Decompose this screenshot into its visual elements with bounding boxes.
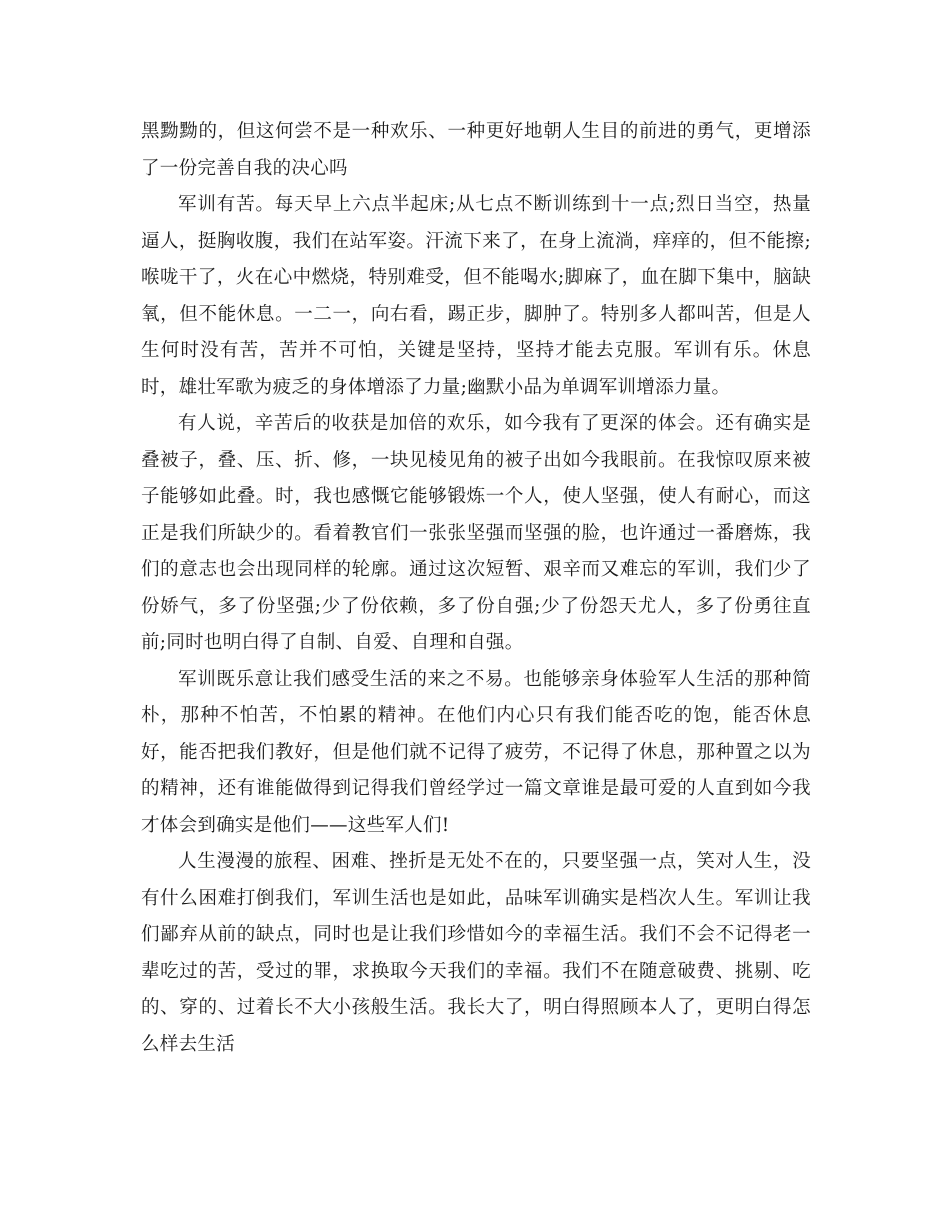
document-body	[141, 114, 811, 1063]
paragraph-life-journey: 人生漫漫的旅程、困难、挫折是无处不在的，只要坚强一点，笑对人生，没有什么困难打倒我们，军训生活也是如此，品味军训确实是档次人生。军训让我们鄙弃从前的缺点，同时也是让我们珍惜如今的幸福生活。我们不会不记得老一辈吃过的苦，受过的罪，求换取今天我们的幸福。我们不在随意破费、挑剔、吃的、穿的、过着长不大小孩般生活。我长大了，明白得照顾本人了，更明白得怎么样去生活	[141, 851, 811, 1055]
paragraph-continuation: 黑黝黝的，但这何尝不是一种欢乐、一种更好地朝人生目的前进的勇气，更增添了一份完善自我的决心吗	[141, 121, 811, 179]
paragraph-training-hardship: 军训有苦。每天早上六点半起床;从七点不断训练到十一点;烈日当空，热量逼人，挺胸收腹，我们在站军姿。汗流下来了，在身上流淌，痒痒的，但不能擦;喉咙干了，火在心中燃烧，特别难受，但不能喝水;脚麻了，血在脚下集中，脑缺氧，但不能休息。一二一，向右看，踢正步，脚肿了。特别多人都叫苦，但是人生何时没有苦，苦并不可怕，关键是坚持，坚持才能去克服。军训有乐。休息时，雄壮军歌为疲乏的身体增添了力量;幽默小品为单调军训增添力量。	[141, 194, 811, 398]
paragraph-folding-quilt: 有人说，辛苦后的收获是加倍的欢乐，如今我有了更深的体会。还有确实是叠被子，叠、压、折、修，一块见棱见角的被子出如今我眼前。在我惊叹原来被子能够如此叠。时，我也感慨它能够锻炼一个人，使人坚强，使人有耐心，而这正是我们所缺少的。看着教官们一张张坚强而坚强的脸，也许通过一番磨炼，我们的意志也会出现同样的轮廓。通过这次短暂、艰辛而又难忘的军训，我们少了份娇气，多了份坚强;少了份依赖，多了份自强;少了份怨天尤人，多了份勇往直前;同时也明白得了自制、自爱、自理和自强。	[141, 413, 811, 653]
paragraph-soldiers-spirit: 军训既乐意让我们感受生活的来之不易。也能够亲身体验军人生活的那种简朴，那种不怕苦，不怕累的精神。在他们内心只有我们能否吃的饱，能否休息好，能否把我们教好，但是他们就不记得了疲劳，不记得了休息，那种置之以为的精神，还有谁能做得到记得我们曾经学过一篇文章谁是最可爱的人直到如今我才体会到确实是他们——这些军人们!	[141, 668, 811, 836]
